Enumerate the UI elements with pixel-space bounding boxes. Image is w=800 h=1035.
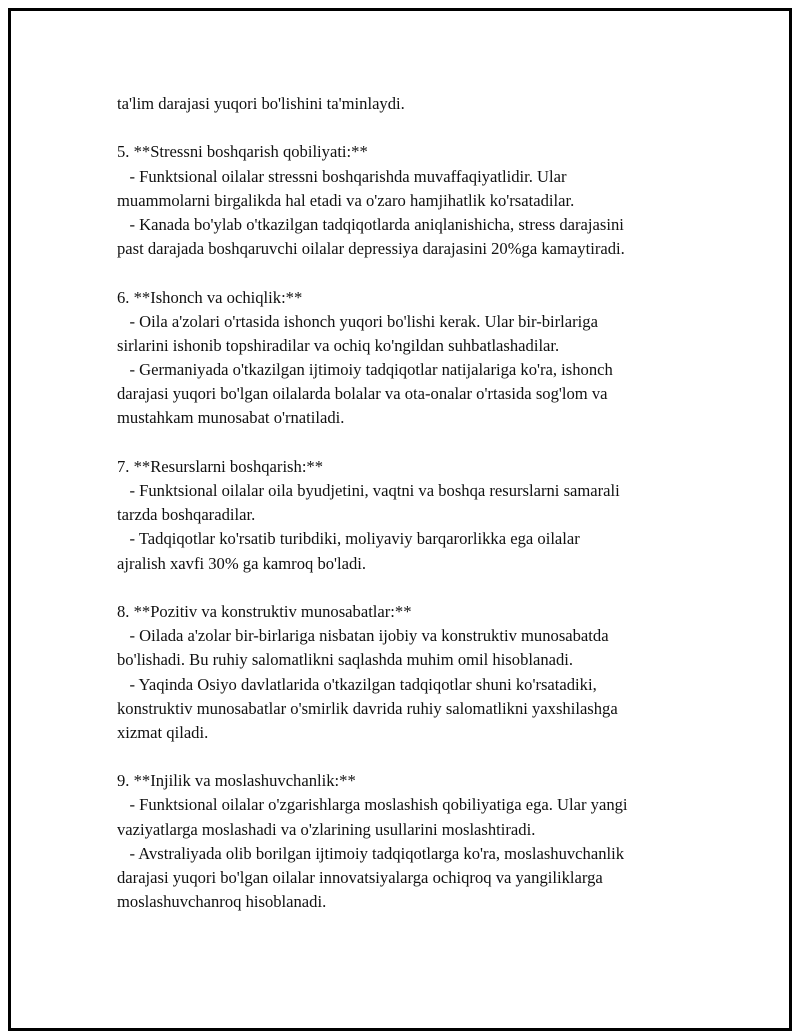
section-line: darajasi yuqori bo'lgan oilalar innovatsiyalarga ochiqroq va yangiliklarga xyxy=(117,868,603,887)
section-line: - Funktsional oilalar oila byudjetini, vaqtni va boshqa resurslarni samarali xyxy=(117,481,620,500)
section-line: - Yaqinda Osiyo davlatlarida o'tkazilgan tadqiqotlar shuni ko'rsatadiki, xyxy=(117,674,597,694)
section-line: muammolarni birgalikda hal etadi va o'zaro hamjihatlik ko'rsatadilar. xyxy=(117,190,575,210)
section-9 xyxy=(117,769,717,914)
section-line: - Germaniyada o'tkazilgan ijtimoiy tadqiqotlar natijalariga ko'ra, ishonch xyxy=(117,360,613,380)
section-6 xyxy=(117,286,717,431)
document-body xyxy=(117,92,717,914)
section-line: darajasi yuqori bo'lgan oilalarda bolalar va ota-onalar o'rtasida sog'lom va xyxy=(117,384,608,404)
section-7 xyxy=(117,455,717,576)
intro-line: ta'lim darajasi yuqori bo'lishini ta'minlaydi. xyxy=(117,94,405,113)
section-line: - Oilada a'zolar bir-birlariga nisbatan ijobiy va konstruktiv munosabatda xyxy=(117,626,609,646)
section-line: - Oila a'zolari o'rtasida ishonch yuqori bo'lishi kerak. Ular bir-birlariga xyxy=(117,311,598,331)
section-line: - Tadqiqotlar ko'rsatib turibdiki, moliyaviy barqarorlikka ega oilalar xyxy=(117,529,580,549)
section-line: - Kanada bo'ylab o'tkazilgan tadqiqotlarda aniqlanishicha, stress darajasini xyxy=(117,214,624,234)
section-line: - Funktsional oilalar o'zgarishlarga moslashish qobiliyatiga ega. Ular yangi xyxy=(117,795,628,815)
section-heading: 8. **Pozitiv va konstruktiv munosabatlar:** xyxy=(117,601,412,621)
section-line: past darajada boshqaruvchi oilalar depressiya darajasini 20%ga kamaytiradi. xyxy=(117,239,625,259)
section-8 xyxy=(117,600,717,745)
section-line: xizmat qiladi. xyxy=(117,722,209,742)
section-5 xyxy=(117,140,717,261)
section-line: sirlarini ishonib topshiradilar va ochiq ko'ngildan suhbatlashadilar. xyxy=(117,335,560,355)
section-line: moslashuvchanroq hisoblanadi. xyxy=(117,892,327,912)
section-heading: 9. **Injilik va moslashuvchanlik:** xyxy=(117,771,356,791)
section-line: tarzda boshqaradilar. xyxy=(117,505,256,525)
section-line: mustahkam munosabat o'rnatiladi. xyxy=(117,408,345,428)
section-heading: 6. **Ishonch va ochiqlik:** xyxy=(117,287,303,307)
section-line: bo'lishadi. Bu ruhiy salomatlikni saqlashda muhim omil hisoblanadi. xyxy=(117,650,574,670)
section-line: ajralish xavfi 30% ga kamroq bo'ladi. xyxy=(117,553,367,573)
section-line: - Avstraliyada olib borilgan ijtimoiy tadqiqotlarga ko'ra, moslashuvchanlik xyxy=(117,843,625,863)
section-line: vaziyatlarga moslashadi va o'zlarining usullarini moslashtiradi. xyxy=(117,819,536,839)
section-line: konstruktiv munosabatlar o'smirlik davrida ruhiy salomatlikni yaxshilashga xyxy=(117,698,618,718)
section-heading: 5. **Stressni boshqarish qobiliyati:** xyxy=(117,142,368,162)
section-heading: 7. **Resurslarni boshqarish:** xyxy=(117,456,324,476)
section-line: - Funktsional oilalar stressni boshqarishda muvaffaqiyatlidir. Ular xyxy=(117,166,567,186)
